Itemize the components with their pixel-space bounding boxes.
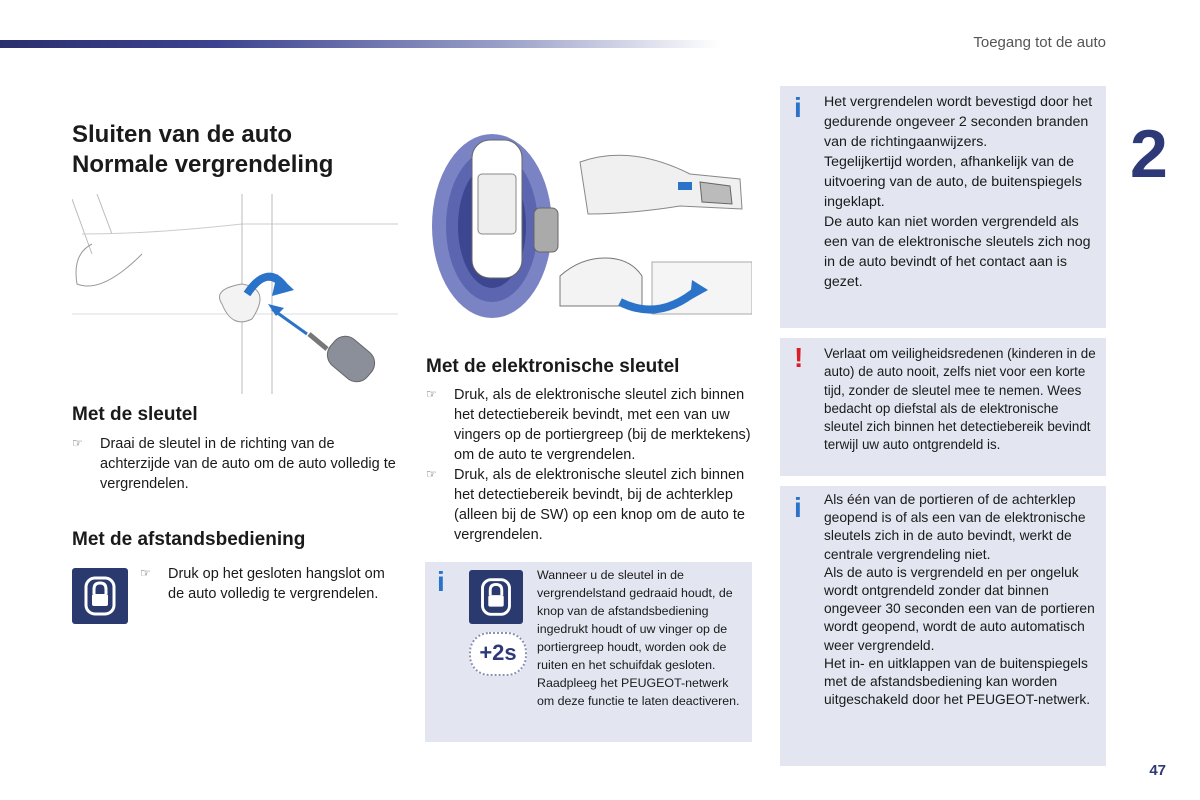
info-top-content [824, 92, 1098, 292]
lock-button-icon [72, 568, 128, 624]
padlock-icon [72, 568, 128, 624]
info-top-text-2: Tegelijkertijd worden, afhankelijk van de uitvoering van de auto, de buitenspiegels ingeklapt. [824, 154, 1082, 210]
info-bottom-content [824, 491, 1098, 709]
info-bottom-text-2: Als de auto is vergrendeld en per ongeluk wordt ontgrendeld zonder dat binnen ongeveer 30 seconden een van de portieren wordt geopend, wordt de auto automatisch weer vergrendeld. [824, 564, 1095, 653]
info-middle-text: Wanneer u de sleutel in de vergrendelstand gedraaid houdt, de knop van de afstandsbediening ingedrukt houdt of uw vinger op de portiergreep houdt, worden ook de ruiten en het schuifdak gesloten. Raadpleeg het PEUGEOT-netwerk om deze functie te laten deactiveren. [537, 568, 740, 708]
page-number: 47 [1149, 762, 1166, 779]
list-item [426, 465, 751, 545]
sleutel-text: Draai de sleutel in de richting van de achterzijde van de auto om de auto volledig te vergrendelen. [100, 436, 396, 492]
title-line-1: Sluiten van de auto [72, 121, 293, 148]
pointing-hand-icon: ☞ [72, 436, 83, 450]
pointing-hand-icon: ☞ [426, 387, 437, 401]
info-box-bottom [780, 486, 1106, 766]
key-door-illustration [72, 194, 398, 394]
lock-button-icon [469, 570, 523, 624]
page-title [72, 120, 333, 180]
pointing-hand-icon: ☞ [140, 566, 151, 580]
info-top-text-3: De auto kan niet worden vergrendeld als een van de elektronische sleutels zich nog in de auto bevindt of het contact aan is gezet. [824, 214, 1091, 290]
elektronisch-item-1: Druk, als de elektronische sleutel zich binnen het detectiebereik bevindt, met een van uw vingers op de portiergreep (bij de merktekens) om de auto te vergrendelen. [454, 387, 751, 463]
list-item [426, 385, 751, 465]
afstand-instructions [140, 564, 400, 604]
title-line-2: Normale vergrendeling [72, 151, 334, 178]
info-icon: i [794, 92, 802, 123]
warning-text: Verlaat om veiligheidsredenen (kinderen in de auto) de auto nooit, zelfs niet voor een korte tijd, zonder de sleutel mee te nemen. Wees bedacht op diefstal als de elektronische sleutel zich binnen het detectiebereik bevindt terwijl uw auto ontgrendeld is. [824, 346, 1096, 453]
info-bottom-text-3: Het in- en uitklappen van de buitenspiegels met de afstandsbediening kan worden uitgeschakeld door het PEUGEOT-netwerk. [824, 655, 1091, 708]
two-seconds-badge: +2s [469, 632, 527, 676]
warning-icon: ! [794, 342, 804, 373]
chapter-number: 2 [1130, 116, 1168, 192]
sleutel-instructions [72, 434, 402, 494]
info-icon: i [794, 492, 802, 523]
info-icon: i [437, 566, 445, 597]
list-item [72, 434, 402, 494]
section-title: Toegang tot de auto [973, 34, 1106, 51]
heading-sleutel: Met de sleutel [72, 404, 198, 425]
warning-box [780, 338, 1106, 476]
heading-afstandsbediening: Met de afstandsbediening [72, 529, 306, 550]
pointing-hand-icon: ☞ [426, 467, 437, 481]
elektronisch-item-2: Druk, als de elektronische sleutel zich binnen het detectiebereik bevindt, bij de achterklep (alleen bij de SW) op een knop om de auto te vergrendelen. [454, 467, 745, 543]
header-bar [0, 40, 720, 48]
info-box-top [780, 86, 1106, 328]
list-item [140, 564, 400, 604]
info-top-text-1: Het vergrendelen wordt bevestigd door het gedurende ongeveer 2 seconden branden van de richtingaanwijzers. [824, 94, 1093, 150]
info-box-middle [425, 562, 752, 742]
afstand-text: Druk op het gesloten hangslot om de auto volledig te vergrendelen. [168, 566, 385, 602]
keyless-illustration [430, 134, 752, 330]
heading-elektronische-sleutel: Met de elektronische sleutel [426, 356, 680, 377]
elektronisch-instructions [426, 385, 751, 545]
info-bottom-text-1: Als één van de portieren of de achterklep geopend is of als een van de elektronische sleutels zich in de auto bevindt, werkt de centrale vergrendeling niet. [824, 492, 1086, 562]
padlock-icon [469, 570, 523, 624]
